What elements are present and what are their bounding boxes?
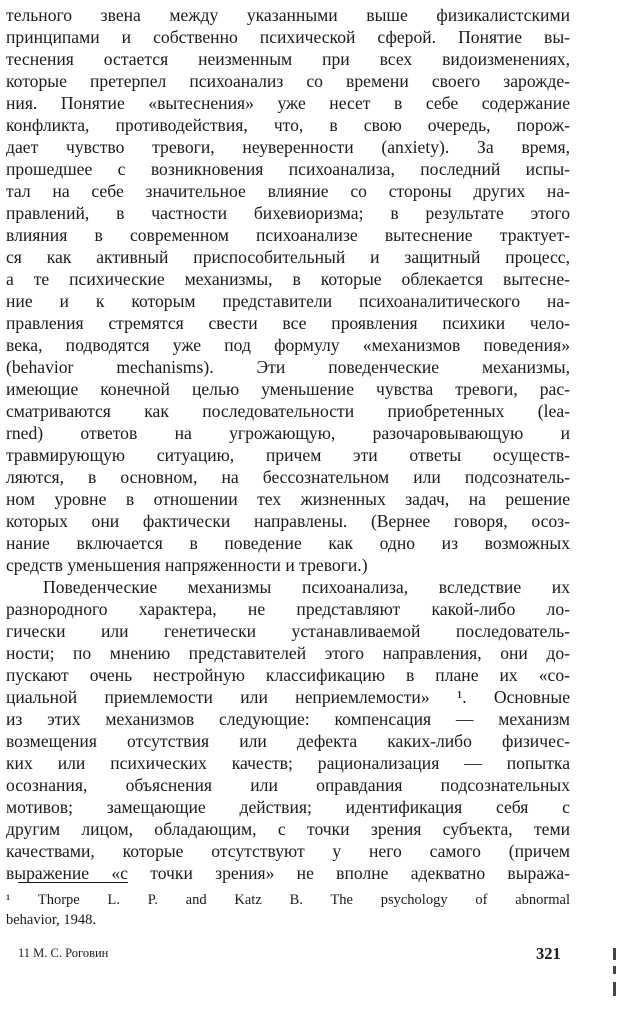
text-line: циальной приемлемости или неприемлемости» ¹. Основные xyxy=(6,687,570,707)
text-line: века, подводятся уже под формулу «механизмов поведения» xyxy=(6,335,570,355)
text-line: Поведенческие механизмы психоанализа, вследствие их xyxy=(43,577,570,597)
text-line: принципами и собственно психической сферой. Понятие вы- xyxy=(6,27,570,47)
text-line: теснения остается неизменным при всех видоизменениях, xyxy=(6,49,570,69)
footnote-rule xyxy=(18,882,128,883)
text-line: средств уменьшения напряженности и тревоги.) xyxy=(6,555,368,575)
text-line: пускают очень нестройную классификацию в плане их «со- xyxy=(6,665,570,685)
text-line: ние и к которым представители психоаналитического на- xyxy=(6,291,570,311)
text-line: влияния в современном психоанализе вытеснение трактует- xyxy=(6,225,570,245)
scan-edge-mark xyxy=(613,966,616,974)
text-line: травмирующую ситуацию, причем эти ответы осуществ- xyxy=(6,445,570,465)
text-line: конфликта, противодействия, что, в свою очередь, порож- xyxy=(6,115,570,135)
text-line: ния. Понятие «вытеснения» уже несет в себе содержание xyxy=(6,93,570,113)
text-line: ких или психических качеств; рационализация — попытка xyxy=(6,753,570,773)
text-line: тал на себе значительное влияние со стороны других на- xyxy=(6,181,570,201)
text-line: правлений, в частности бихевиоризма; в результате этого xyxy=(6,203,570,223)
text-line: а те психические механизмы, в которые облекается вытесне- xyxy=(6,269,570,289)
page-number: 321 xyxy=(536,944,561,963)
scan-edge-mark xyxy=(613,948,616,960)
text-line: ляются, в основном, на бессознательном или подсознатель- xyxy=(6,467,570,487)
text-line: качествами, которые отсутствуют у него самого (причем xyxy=(6,841,570,861)
text-line: мотивов; замещающие действия; идентификация себя с xyxy=(6,797,570,817)
footnote-line: ¹ Thorpe L. P. and Katz B. The psychology of abnormal xyxy=(6,892,570,908)
text-line: (behavior mechanisms). Эти поведенческие механизмы, xyxy=(6,357,570,377)
text-line: ся как активный приспособительный и защитный процесс, xyxy=(6,247,570,267)
footnote-line: behavior, 1948. xyxy=(6,912,97,928)
text-line: возмещения отсутствия или дефекта каких-либо физичес- xyxy=(6,731,570,751)
text-line: которых они фактически направлены. (Вернее говоря, осоз- xyxy=(6,511,570,531)
text-line: из этих механизмов следующие: компенсация — механизм xyxy=(6,709,570,729)
text-line: rned) ответов на угрожающую, разочаровывающую и xyxy=(6,423,570,443)
text-line: ности; по мнению представителей этого направления, они до- xyxy=(6,643,570,663)
text-line: разнородного характера, не представляют какой-либо ло- xyxy=(6,599,570,619)
text-line: другим лицом, обладающим, с точки зрения субъекта, теми xyxy=(6,819,570,839)
text-line: прошедшее с возникновения психоанализа, последний испы- xyxy=(6,159,570,179)
text-line: сматриваются как последовательности приобретенных (lea- xyxy=(6,401,570,421)
text-line: выражение «с точки зрения» не вполне адекватно выража- xyxy=(6,863,570,883)
text-line: осознания, объяснения или оправдания подсознательных xyxy=(6,775,570,795)
text-line: гически или генетически устанавливаемой последователь- xyxy=(6,621,570,641)
text-line: имеющие конечной целью уменьшение чувства тревоги, рас- xyxy=(6,379,570,399)
text-line: которые претерпел психоанализ со времени своего зарожде- xyxy=(6,71,570,91)
text-line: ном уровне в отношении тех жизненных задач, на решение xyxy=(6,489,570,509)
printer-signature: 11 М. С. Роговин xyxy=(18,946,109,960)
scan-edge-mark xyxy=(613,982,616,996)
text-line: нание включается в поведение как одно из возможных xyxy=(6,533,570,553)
text-line: правления стремятся свести все проявления психики чело- xyxy=(6,313,570,333)
text-line: дает чувство тревоги, неуверенности (anxiety). За время, xyxy=(6,137,570,157)
text-line: тельного звена между указанными выше физикалистскими xyxy=(6,5,570,25)
